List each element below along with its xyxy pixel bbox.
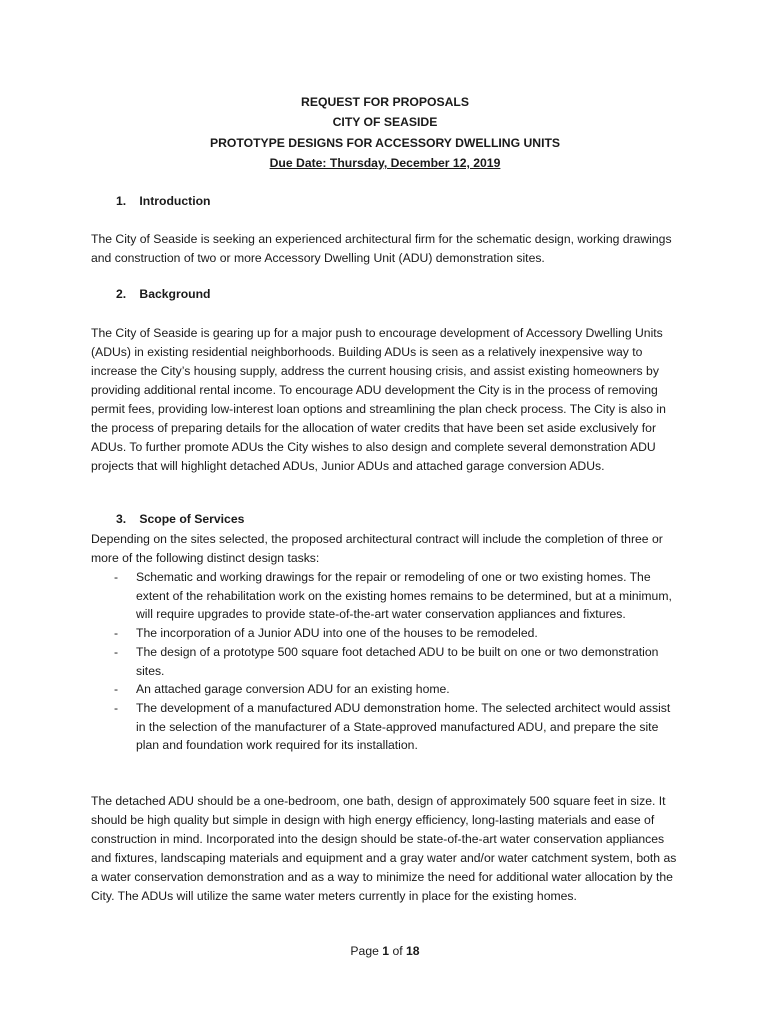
project-title: PROTOTYPE DESIGNS FOR ACCESSORY DWELLING UNITS bbox=[209, 136, 561, 150]
section-number: 1. bbox=[116, 194, 127, 208]
task-text: The design of a prototype 500 square foot detached ADU to be built on one or two demonstration sites. bbox=[136, 644, 659, 678]
task-text: Schematic and working drawings for the repair or remodeling of one or two existing homes. The extent of the rehabilitation work on the existing homes remains to be determined, but at a minimum, will require upgrades to provide state-of-the-art water conservation appliances and fixtures. bbox=[136, 570, 672, 622]
section-heading-introduction bbox=[116, 194, 210, 208]
section-title: Background bbox=[139, 287, 211, 301]
total-pages: 18 bbox=[406, 944, 420, 958]
bullet-dash: - bbox=[114, 700, 119, 715]
list-item bbox=[91, 699, 683, 755]
bullet-dash: - bbox=[114, 626, 119, 641]
bullet-dash: - bbox=[114, 682, 119, 697]
section-title: Introduction bbox=[139, 194, 211, 208]
introduction-paragraph: The City of Seaside is seeking an experienced architectural firm for the schematic design, working drawings and construction of two or more Accessory Dwelling Unit (ADU) demonstration sites. bbox=[91, 232, 672, 265]
rfp-title: REQUEST FOR PROPOSALS bbox=[301, 95, 469, 109]
section-number: 3. bbox=[116, 512, 127, 526]
list-item bbox=[91, 643, 683, 680]
list-item bbox=[91, 568, 683, 624]
task-text: An attached garage conversion ADU for an existing home. bbox=[136, 682, 450, 697]
scope-intro-paragraph: Depending on the sites selected, the proposed architectural contract will include the completion of three or more of the following distinct design tasks: bbox=[91, 532, 663, 565]
city-title: CITY OF SEASIDE bbox=[332, 115, 438, 129]
section-number: 2. bbox=[116, 287, 127, 301]
list-item bbox=[91, 624, 683, 643]
background-paragraph: The City of Seaside is gearing up for a major push to encourage development of Accessory Dwelling Units (ADUs) in existing residential neighborhoods. Building ADUs is seen as a relatively inexpensive way to increase the City’s housing supply, address the current housing crisis, and assist existing homeowners by providing additional rental income. To encourage ADU development the City is in the process of removing permit fees, providing low-interest loan options and streamlining the plan check process. The City is also in the process of preparing details for the allocation of water credits that have been set aside exclusively for ADUs. To further promote ADUs the City wishes to also design and complete several demonstration ADU projects that will highlight detached ADUs, Junior ADUs and attached garage conversion ADUs. bbox=[91, 326, 666, 473]
detached-adu-paragraph: The detached ADU should be a one-bedroom, one bath, design of approximately 500 square feet in size. It should be high quality but simple in design with high energy efficiency, long-lasting materials and ease of construction in mind. Incorporated into the design should be state-of-the-art water conservation appliances and fixtures, landscaping materials and equipment and a gray water and/or water catchment system, both as a water conservation demonstration and as a way to minimize the need for additional water allocation by the City. The ADUs will utilize the same water meters currently in place for the existing homes. bbox=[91, 794, 677, 903]
task-text: The incorporation of a Junior ADU into one of the houses to be remodeled. bbox=[136, 626, 538, 641]
bullet-dash: - bbox=[114, 644, 119, 659]
of-label: of bbox=[392, 944, 403, 958]
section-heading-background bbox=[116, 287, 211, 301]
page-footer bbox=[0, 944, 770, 958]
page-number: 1 bbox=[382, 944, 390, 958]
bullet-dash: - bbox=[114, 570, 119, 584]
due-date: Due Date: Thursday, December 12, 2019 bbox=[269, 156, 501, 170]
page-label: Page bbox=[350, 944, 379, 958]
task-text: The development of a manufactured ADU demonstration home. The selected architect would assist in the selection of the manufacturer of a State-approved manufactured ADU, and prepare the site plan and foundation work required for its installation. bbox=[136, 700, 671, 753]
section-title: Scope of Services bbox=[139, 512, 245, 526]
section-heading-scope bbox=[116, 512, 244, 526]
design-task-list bbox=[91, 568, 683, 755]
list-item bbox=[91, 680, 683, 699]
